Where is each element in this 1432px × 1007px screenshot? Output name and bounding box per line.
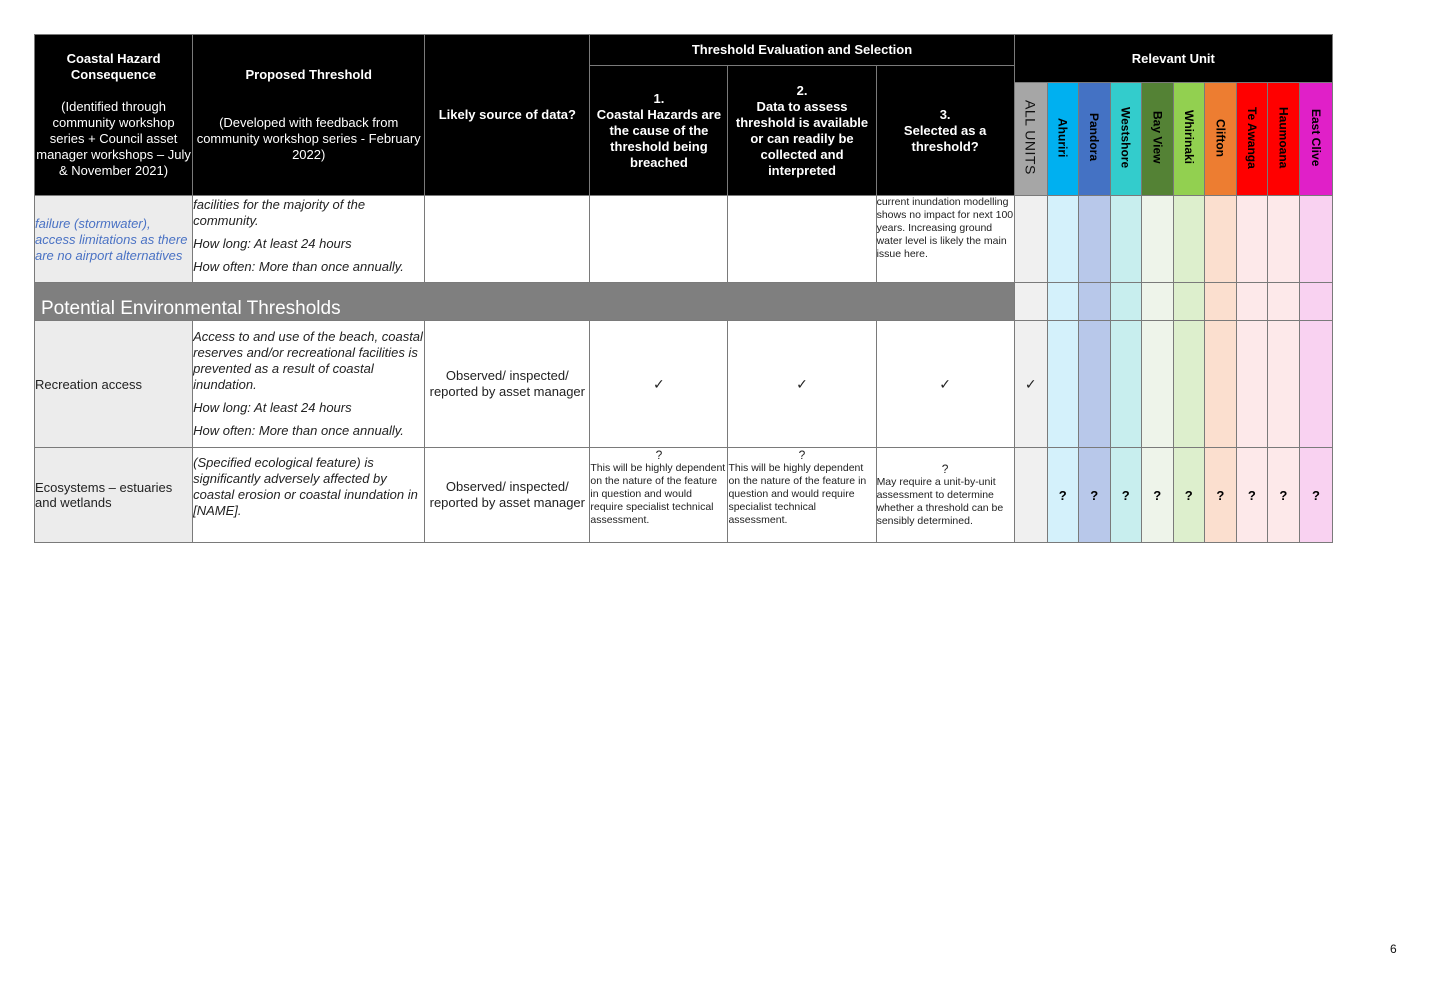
unit-label: Pandora bbox=[1087, 113, 1102, 162]
unit-cell-westshore bbox=[1110, 196, 1141, 283]
unit-cell-all-units bbox=[1014, 196, 1047, 283]
unit-cell-clifton bbox=[1204, 196, 1236, 283]
unit-cell-whirinaki: ? bbox=[1173, 448, 1204, 543]
unit-header-westshore bbox=[1110, 83, 1141, 196]
eval2-question: ? bbox=[798, 448, 806, 462]
unit-cell-bay-view bbox=[1141, 196, 1173, 283]
header-evaluation: Threshold Evaluation and Selection bbox=[590, 35, 1014, 66]
source-cell: Observed/ inspected/ reported by asset manager bbox=[425, 321, 590, 448]
eval3-note: May require a unit-by-unit assessment to determine whether a threshold can be sensibly determined. bbox=[876, 475, 1004, 527]
eval1-question: ? bbox=[655, 448, 663, 462]
unit-cell-clifton bbox=[1204, 283, 1236, 321]
unit-label: Westshore bbox=[1118, 106, 1133, 169]
eval1-check: ✓ bbox=[590, 321, 728, 448]
unit-cell-ahuriri bbox=[1047, 321, 1078, 448]
consequence-cell: Recreation access bbox=[35, 321, 193, 448]
unit-header-whirinaki bbox=[1173, 83, 1204, 196]
unit-cell-te-awanga bbox=[1236, 196, 1267, 283]
unit-header-all-units bbox=[1014, 83, 1047, 196]
threshold-duration: How long: At least 24 hours bbox=[193, 400, 352, 415]
header-eval-1: 1. Coastal Hazards are the cause of the threshold being breached bbox=[590, 66, 728, 196]
unit-cell-pandora bbox=[1078, 321, 1110, 448]
unit-cell-westshore: ? bbox=[1110, 448, 1141, 543]
unit-cell-pandora bbox=[1078, 283, 1110, 321]
eval1-cell bbox=[590, 196, 728, 283]
eval3-note: current inundation modelling shows no impact for next 100 years. Increasing ground water level is likely the main issue here. bbox=[876, 196, 1014, 283]
unit-cell-haumoana bbox=[1267, 321, 1299, 448]
threshold-frequency: How often: More than once annually. bbox=[193, 259, 404, 274]
eval3-note-cell bbox=[876, 448, 1014, 543]
unit-cell-east-clive bbox=[1299, 283, 1332, 321]
unit-cell-te-awanga bbox=[1236, 283, 1267, 321]
unit-header-bay-view bbox=[1141, 83, 1173, 196]
unit-label: ALL UNITS bbox=[1022, 100, 1039, 175]
unit-cell-whirinaki bbox=[1173, 321, 1204, 448]
unit-header-east-clive bbox=[1299, 83, 1332, 196]
eval2-check: ✓ bbox=[728, 321, 876, 448]
unit-cell-clifton: ? bbox=[1204, 448, 1236, 543]
unit-header-clifton bbox=[1204, 83, 1236, 196]
unit-label: Clifton bbox=[1213, 118, 1228, 157]
unit-header-te-awanga bbox=[1236, 83, 1267, 196]
unit-cell-all-units bbox=[1014, 448, 1047, 543]
table-row-recreation bbox=[35, 321, 1333, 448]
header-source: Likely source of data? bbox=[425, 35, 590, 196]
header-consequence-sub: (Identified through community workshop series + Council asset manager workshops – July & November 2021) bbox=[36, 99, 191, 178]
threshold-cell: (Specified ecological feature) is significantly adversely affected by coastal erosion or coastal inundation in [NAME]. bbox=[193, 448, 425, 543]
unit-cell-westshore bbox=[1110, 321, 1141, 448]
consequence-cell: Ecosystems – estuaries and wetlands bbox=[35, 448, 193, 543]
eval2-note-cell bbox=[728, 448, 876, 543]
unit-cell-haumoana bbox=[1267, 196, 1299, 283]
consequence-cell: failure (stormwater), access limitations as there are no airport alternatives bbox=[35, 196, 193, 283]
unit-cell-all-units: ✓ bbox=[1014, 321, 1047, 448]
unit-cell-bay-view bbox=[1141, 283, 1173, 321]
unit-label: Bay View bbox=[1150, 111, 1165, 164]
unit-header-pandora bbox=[1078, 83, 1110, 196]
header-consequence-title: Coastal Hazard Consequence bbox=[66, 51, 161, 82]
eval3-check: ✓ bbox=[876, 321, 1014, 448]
unit-cell-ahuriri bbox=[1047, 196, 1078, 283]
header-eval-2: 2. Data to assess threshold is available or can readily be collected and interpreted bbox=[728, 66, 876, 196]
table-row-continued bbox=[35, 196, 1333, 283]
unit-label: Te Awanga bbox=[1244, 106, 1259, 169]
section-row bbox=[35, 283, 1333, 321]
header-relevant-unit: Relevant Unit bbox=[1014, 35, 1332, 83]
eval1-note: This will be highly dependent on the nature of the feature in question and would require specialist technical assessment. bbox=[590, 462, 726, 526]
unit-cell-bay-view bbox=[1141, 321, 1173, 448]
section-title: Potential Environmental Thresholds bbox=[35, 283, 1015, 321]
threshold-frequency: How often: More than once annually. bbox=[193, 423, 404, 438]
unit-header-ahuriri bbox=[1047, 83, 1078, 196]
unit-header-haumoana bbox=[1267, 83, 1299, 196]
header-threshold-sub: (Developed with feedback from community workshop series - February 2022) bbox=[196, 115, 421, 162]
unit-cell-clifton bbox=[1204, 321, 1236, 448]
unit-cell-haumoana: ? bbox=[1267, 448, 1299, 543]
header-threshold bbox=[193, 35, 425, 196]
threshold-cell bbox=[193, 196, 425, 283]
unit-cell-te-awanga bbox=[1236, 321, 1267, 448]
eval3-question: ? bbox=[941, 461, 949, 476]
unit-cell-all-units bbox=[1014, 283, 1047, 321]
unit-cell-pandora bbox=[1078, 196, 1110, 283]
threshold-line: facilities for the majority of the community. bbox=[193, 197, 366, 228]
unit-cell-haumoana bbox=[1267, 283, 1299, 321]
header-threshold-title: Proposed Threshold bbox=[245, 67, 372, 82]
unit-cell-te-awanga: ? bbox=[1236, 448, 1267, 543]
source-cell bbox=[425, 196, 590, 283]
table-row-ecosystems bbox=[35, 448, 1333, 543]
eval1-note-cell bbox=[590, 448, 728, 543]
threshold-cell bbox=[193, 321, 425, 448]
page-number: 6 bbox=[1390, 942, 1397, 956]
unit-cell-whirinaki bbox=[1173, 283, 1204, 321]
header-consequence bbox=[35, 35, 193, 196]
unit-cell-east-clive: ? bbox=[1299, 448, 1332, 543]
unit-cell-whirinaki bbox=[1173, 196, 1204, 283]
unit-cell-westshore bbox=[1110, 283, 1141, 321]
unit-cell-east-clive bbox=[1299, 196, 1332, 283]
threshold-duration: How long: At least 24 hours bbox=[193, 236, 352, 251]
eval2-note: This will be highly dependent on the nature of the feature in question and would require specialist technical assessment. bbox=[728, 462, 867, 526]
unit-cell-east-clive bbox=[1299, 321, 1332, 448]
unit-cell-pandora: ? bbox=[1078, 448, 1110, 543]
threshold-line: Access to and use of the beach, coastal reserves and/or recreational facilities is prevented as a result of coastal inundation. bbox=[193, 329, 423, 392]
source-cell: Observed/ inspected/ reported by asset manager bbox=[425, 448, 590, 543]
unit-label: Haumoana bbox=[1276, 106, 1291, 169]
threshold-table bbox=[34, 34, 1333, 543]
unit-cell-ahuriri: ? bbox=[1047, 448, 1078, 543]
header-eval-3: 3. Selected as a threshold? bbox=[876, 66, 1014, 196]
unit-label: East Clive bbox=[1308, 108, 1323, 167]
unit-label: Whirinaki bbox=[1181, 110, 1196, 165]
eval2-cell bbox=[728, 196, 876, 283]
unit-label: Ahuriri bbox=[1055, 117, 1070, 158]
unit-cell-bay-view: ? bbox=[1141, 448, 1173, 543]
unit-cell-ahuriri bbox=[1047, 283, 1078, 321]
